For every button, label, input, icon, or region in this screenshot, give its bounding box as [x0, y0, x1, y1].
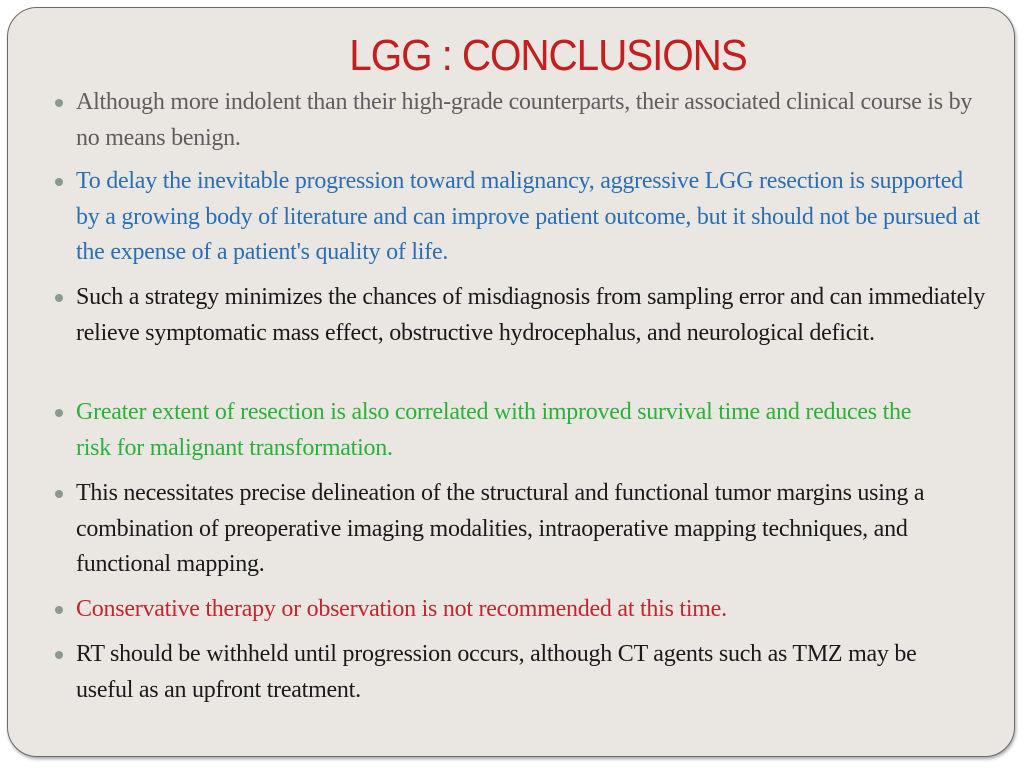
slide-frame — [7, 7, 1015, 757]
bullet-dot-icon — [55, 651, 63, 659]
bullet-text: Such a strategy minimizes the chances of misdiagnosis from sampling error and can immediately relieve symptomatic mass effect, obstructive hydrocephalus, and neurological deficit. — [76, 284, 986, 346]
bullet-dot-icon — [55, 606, 63, 614]
bullet-text: RT should be withheld until progression occurs, although CT agents such as TMZ may be useful as an upfront treatment. — [76, 641, 917, 703]
bullet-dot-icon — [55, 294, 63, 302]
bullet-text: Greater extent of resection is also correlated with improved survival time and reduces the risk for malignant transformation. — [76, 399, 912, 461]
bullet-item — [76, 85, 991, 156]
bullet-dot-icon — [55, 178, 63, 186]
bullet-item — [76, 637, 976, 708]
bullet-text: Although more indolent than their high-grade counterparts, their associated clinical course is by no means benign. — [76, 89, 973, 151]
bullet-item — [76, 476, 991, 583]
bullet-dot-icon — [55, 99, 63, 107]
bullet-item — [76, 164, 981, 271]
bullet-text: To delay the inevitable progression toward malignancy, aggressive LGG resection is supported by a growing body of literature and can improve patient outcome, but it should not be pursued at the expense of a patient's quality of life. — [76, 168, 980, 265]
bullet-dot-icon — [55, 490, 63, 498]
bullet-item — [76, 592, 991, 628]
bullet-text: Conservative therapy or observation is not recommended at this time. — [76, 596, 727, 622]
bullet-dot-icon — [55, 409, 63, 417]
bullet-item — [76, 280, 991, 351]
slide-title: LGG : CONCLUSIONS — [349, 31, 747, 80]
bullet-item — [76, 395, 936, 466]
bullet-text: This necessitates precise delineation of the structural and functional tumor margins using a combination of preoperative imaging modalities, intraoperative mapping techniques, and functional mapping. — [76, 480, 925, 577]
